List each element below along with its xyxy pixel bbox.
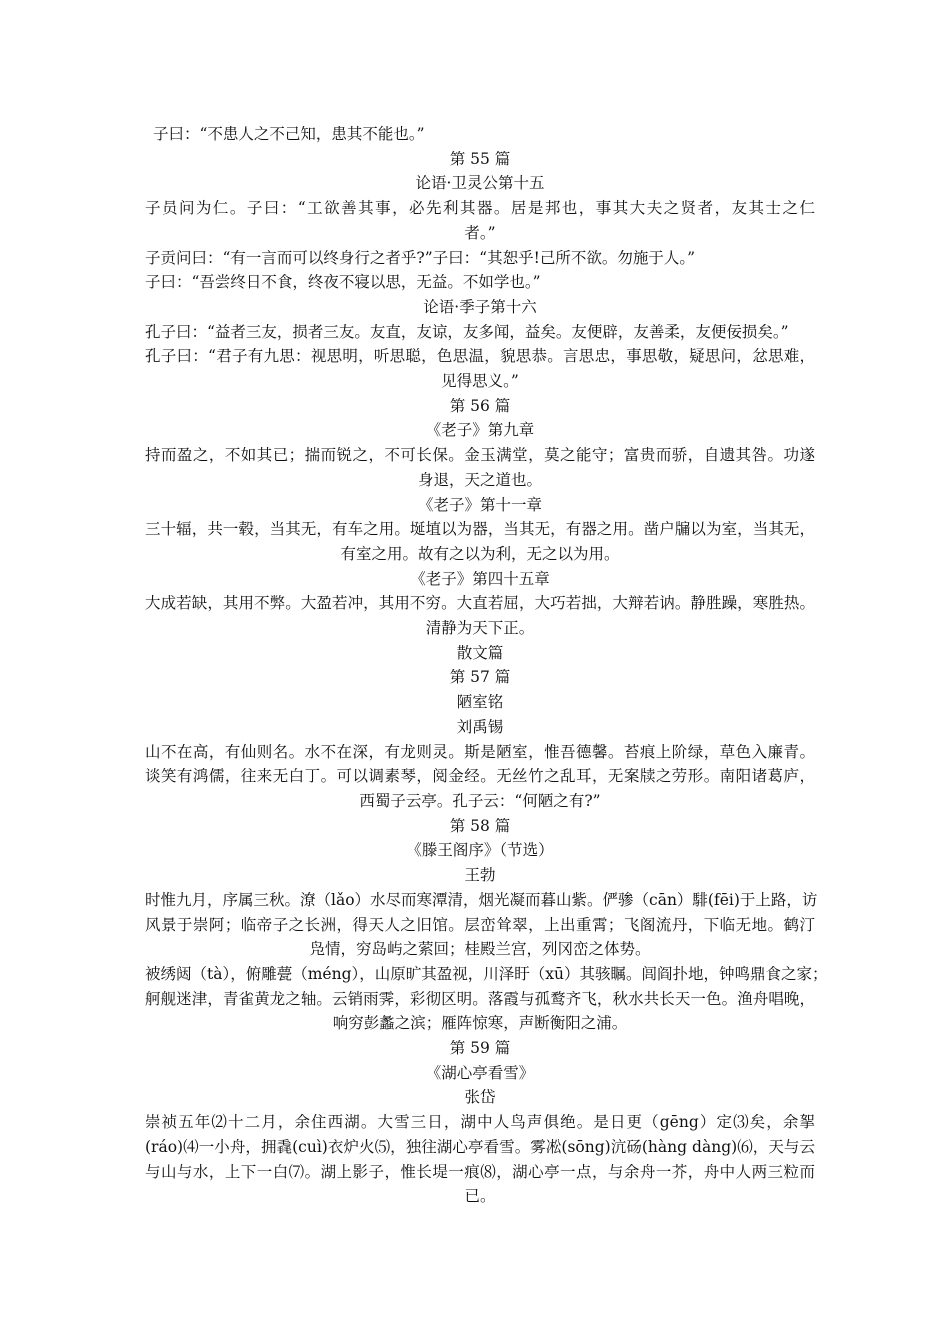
section-heading: 散文篇 <box>456 643 504 662</box>
section-heading: 第 58 篇 <box>449 816 511 835</box>
section-heading: 《湖心亭看雪》 <box>425 1063 535 1082</box>
paragraph-line: 谈笑有鸿儒，往来无白丁。可以调素琴，阅金经。无丝竹之乱耳，无案牍之劳形。南阳诸葛庐， <box>145 767 815 786</box>
paragraph <box>145 196 815 245</box>
paragraph <box>145 344 815 393</box>
section-heading: 王勃 <box>464 866 496 885</box>
section-heading: 第 55 篇 <box>449 149 511 168</box>
section-heading: 论语·卫灵公第十五 <box>415 174 545 193</box>
paragraph-line: 三十辐，共一毂，当其无，有车之用。埏埴以为器，当其无，有器之用。凿户牖以为室，当其无， <box>145 520 815 539</box>
paragraph <box>145 443 815 492</box>
paragraph <box>145 740 815 814</box>
paragraph: 子曰：“吾尝终日不食，终夜不寝以思，无益。不如学也。” <box>145 273 541 292</box>
paragraph: 子贡问曰：“有一言而可以终身行之者乎?”子曰：“其恕乎!己所不欲。勿施于人。” <box>145 248 695 267</box>
section-heading: 第 57 篇 <box>449 668 511 687</box>
paragraph-line: 山不在高，有仙则名。水不在深，有龙则灵。斯是陋室，惟吾德馨。苔痕上阶绿，草色入廉青。 <box>145 742 815 761</box>
paragraph-line: 见得思义。” <box>441 372 519 391</box>
paragraph-line: 被绣闼（tà），俯雕甍（méng），山原旷其盈视，川泽盱（xū）其骇瞩。闾阎扑地，钟鸣鼎食之家； <box>145 964 828 983</box>
paragraph-line: 与山与水，上下一白⑺。湖上影子，惟长堤一痕⑻，湖心亭一点，与余舟一芥，舟中人两三粒而 <box>145 1162 815 1181</box>
section-heading: 《老子》第四十五章 <box>410 569 550 588</box>
paragraph-line: 响穷彭蠡之滨；雁阵惊寒，声断衡阳之浦。 <box>332 1014 628 1033</box>
paragraph-line: 身退，天之道也。 <box>417 470 542 489</box>
section-heading: 《老子》第九章 <box>425 421 535 440</box>
paragraph: 孔子曰：“益者三友，损者三友。友直，友谅，友多闻，益矣。友便辟，友善柔，友便佞损矣。” <box>145 322 789 341</box>
paragraph-line: 已。 <box>464 1187 496 1206</box>
paragraph <box>145 888 818 962</box>
section-heading: 张岱 <box>464 1088 496 1107</box>
section-heading: 论语·季子第十六 <box>423 297 537 316</box>
section-heading: 《老子》第十一章 <box>417 495 542 514</box>
paragraph: 子曰：“不患人之不己知，患其不能也。” <box>153 125 425 143</box>
paragraph-line: 风景于崇阿；临帝子之长洲，得天人之旧馆。层峦耸翠，上出重霄；飞阁流丹，下临无地。鹤汀 <box>145 915 815 934</box>
paragraph-line: 舸舰迷津，青雀黄龙之轴。云销雨霁，彩彻区明。落霞与孤鹜齐飞，秋水共长天一色。渔舟唱晚， <box>145 989 815 1008</box>
paragraph <box>145 517 815 566</box>
paragraph-line: 持而盈之，不如其已；揣而锐之，不可长保。金玉满堂，莫之能守；富贵而骄，自遗其咎。功遂 <box>145 446 815 465</box>
section-heading: 第 56 篇 <box>449 396 511 415</box>
paragraph-line: 者。” <box>464 223 496 242</box>
paragraph-line: 有室之用。故有之以为利，无之以为用。 <box>340 544 620 563</box>
paragraph-line: 崇祯五年⑵十二月，余住西湖。大雪三日，湖中人鸟声俱绝。是日更（gēng）定⑶矣，余挐 <box>145 1113 815 1132</box>
document-page <box>145 122 828 1209</box>
section-heading: 陋室铭 <box>456 693 504 712</box>
paragraph <box>145 1110 815 1209</box>
paragraph-line: 西蜀子云亭。孔子云：“何陋之有?” <box>359 791 601 810</box>
paragraph <box>145 591 815 640</box>
paragraph-line: 清静为天下正。 <box>425 619 535 638</box>
paragraph-line: 凫情，穷岛屿之萦回；桂殿兰宫，列冈峦之体势。 <box>309 940 651 959</box>
paragraph-line: 孔子曰：“君子有九思：视思明，听思聪，色思温，貌思恭。言思忠，事思敬，疑思问，忿思难， <box>145 347 815 366</box>
paragraph-line: 时惟九月，序属三秋。潦（lǎo）水尽而寒潭清，烟光凝而暮山紫。俨骖（cān）騑(fēi)于上路，访 <box>145 890 818 909</box>
section-heading: 第 59 篇 <box>449 1039 511 1058</box>
paragraph-line: 子员问为仁。子曰：“工欲善其事，必先利其器。居是邦也，事其大夫之贤者，友其士之仁 <box>145 199 815 218</box>
paragraph <box>145 962 828 1036</box>
section-heading: 《滕王阁序》（节选） <box>406 841 554 860</box>
paragraph-line: 大成若缺，其用不弊。大盈若冲，其用不穷。大直若屈，大巧若拙，大辩若讷。静胜躁，寒胜热。 <box>145 594 815 613</box>
paragraph-line: (ráo)⑷一小舟，拥毳(cuì)衣炉火⑸，独往湖心亭看雪。雾凇(sōng)沆砀(hàng dàng)⑹，天与云 <box>145 1137 815 1156</box>
section-heading: 刘禹锡 <box>456 717 504 736</box>
